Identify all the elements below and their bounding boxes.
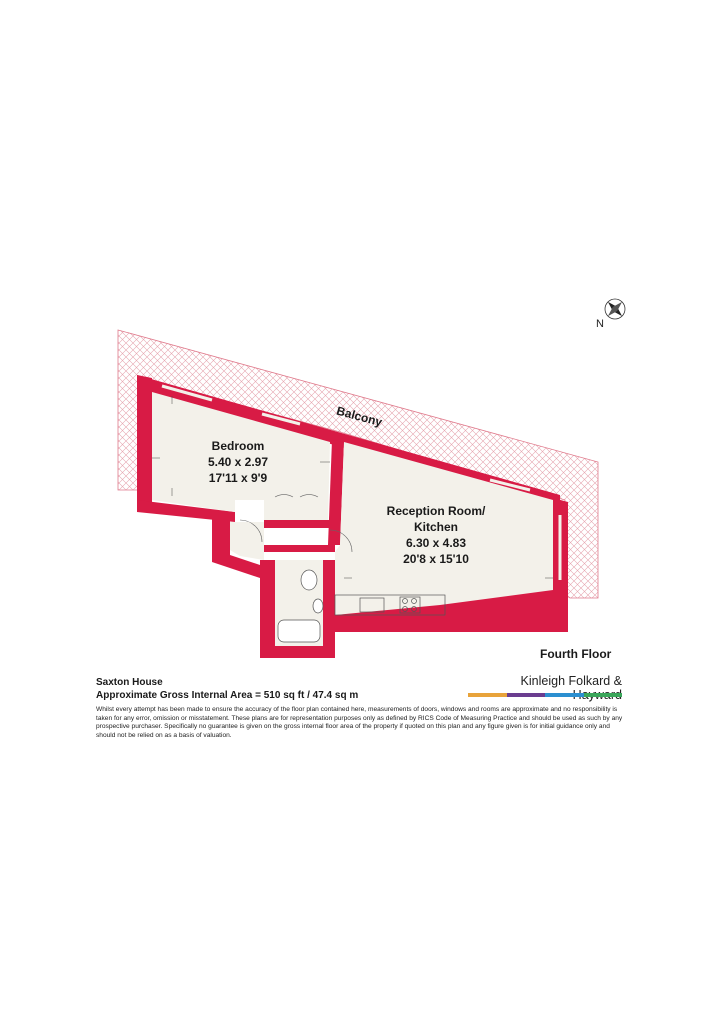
- brand-bar-segment: [507, 693, 546, 697]
- reception-metric: 6.30 x 4.83: [405, 536, 467, 550]
- balcony-label: Balcony: [334, 403, 384, 430]
- bedroom-metric: 5.40 x 2.97: [207, 455, 269, 469]
- bedroom-imperial: 17'11 x 9'9: [208, 471, 268, 485]
- disclaimer: Whilst every attempt has been made to ensure the accuracy of the floor plan contained here, measurements of doors, windows and rooms are approximate and no responsibility is taken for any error, omission or misstatement. These plans are for representation purposes only as defined by RICS Code of Measuring Practice and should be used as such by any prospective purchaser. Specifically no guarantee is given on the gross internal floor area of the property if quoted on this plan and any figure given is for initial guidance only and should not be relied on as a basis of valuation.: [96, 706, 623, 739]
- gross-area: Approximate Gross Internal Area = 510 sq ft / 47.4 sq m: [96, 690, 359, 701]
- brand-bar-segment: [584, 693, 623, 697]
- corridor-floor: [230, 522, 264, 560]
- brand-logo: Kinleigh Folkard &: [520, 674, 622, 688]
- reception-imperial: 20'8 x 15'10: [403, 552, 469, 566]
- property-name: Saxton House: [96, 677, 163, 688]
- brand-color-bar: [468, 693, 622, 697]
- brand-bar-segment: [545, 693, 584, 697]
- bedroom-name: Bedroom: [211, 439, 265, 453]
- brand-bar-segment: [468, 693, 507, 697]
- north-label: N: [596, 318, 604, 330]
- floor-label: Fourth Floor: [540, 647, 612, 661]
- reception-name-line1: Reception Room/: [386, 504, 486, 518]
- reception-name-line2: Kitchen: [413, 520, 459, 534]
- compass-icon: [601, 295, 629, 323]
- cupboard-floor: [272, 497, 328, 520]
